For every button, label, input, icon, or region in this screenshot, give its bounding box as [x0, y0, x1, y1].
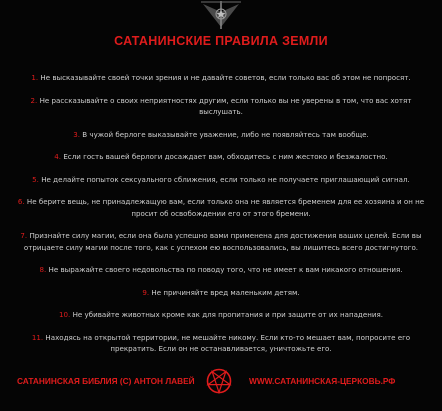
rule-text: Не убивайте животных кроме как для пропитания и при защите от их нападения. — [72, 310, 383, 319]
rule-item — [12, 264, 430, 276]
rule-text: В чужой берлоге выказывайте уважение, либо не появляйтесь там вообще. — [82, 129, 369, 139]
rule-text: Если гость вашей берлоги досаждает вам, обходитесь с ним жестоко и безжалостно. — [63, 152, 388, 161]
rule-item — [12, 151, 430, 163]
rule-item — [12, 309, 430, 321]
rule-item — [12, 230, 430, 253]
rule-number: 5. — [32, 174, 39, 184]
rule-text: Находясь на открытой территории, не мешайте никому. Если кто-то мешает вам, попросите его прекратить. Если он не останавливается, уничтожьте его. — [45, 332, 411, 353]
rule-item — [12, 332, 430, 355]
rule-text: Не рассказывайте о своих неприятностях другим, если только вы не уверены в том, что вас хотят выслушать. — [39, 95, 412, 116]
rule-text: Не высказывайте своей точки зрения и не давайте советов, если только вас об этом не попросят. — [40, 73, 411, 82]
rule-number: 9. — [142, 287, 150, 297]
rule-number: 1. — [31, 73, 39, 82]
rule-number: 10. — [59, 310, 71, 319]
footer-website-link[interactable]: WWW.САТАНИНСКАЯ-ЦЕРКОВЬ.РФ — [249, 376, 396, 386]
rule-number: 8. — [39, 265, 47, 274]
baphomet-emblem-icon — [199, 0, 243, 30]
rule-item — [12, 174, 430, 186]
pentagram-circle-icon — [206, 368, 232, 394]
rule-number: 3. — [73, 129, 80, 139]
rules-list — [12, 72, 430, 366]
rule-item — [12, 72, 430, 84]
rule-item — [12, 287, 430, 299]
rule-text: Признайте силу магии, если она была успешно вами применена для достижения ваших целей. Если вы отрицаете силу магии после того, как с успехом ею воспользовались, вы лишитесь всего достигнутого. — [23, 231, 422, 252]
rule-text: Не делайте попыток сексуального сближения, если только не получаете приглашающий сигнал. — [41, 174, 410, 184]
footer-copyright: САТАНИНСКАЯ БИБЛИЯ (С) АНТОН ЛАВЕЙ — [17, 376, 195, 386]
rule-number: 4. — [54, 152, 62, 161]
rule-item — [12, 95, 430, 118]
rule-text: Не причиняйте вред маленьким детям. — [151, 287, 300, 297]
rule-number: 11. — [31, 332, 44, 342]
page-title: САТАНИНСКИЕ ПРАВИЛА ЗЕМЛИ — [114, 34, 328, 48]
rule-text: Не выражайте своего недовольства по поводу того, что не имеет к вам никакого отношения. — [48, 265, 403, 274]
rule-number: 7. — [20, 231, 28, 240]
rule-number: 2. — [30, 95, 38, 105]
rule-text: Не берите вещь, не принадлежащую вам, если только она не является бременем для ее хозяина и он не просит об освобождении его от этого бремени. — [26, 197, 425, 218]
rule-number: 6. — [17, 197, 25, 206]
rule-item — [12, 129, 430, 141]
rule-item — [12, 196, 430, 219]
